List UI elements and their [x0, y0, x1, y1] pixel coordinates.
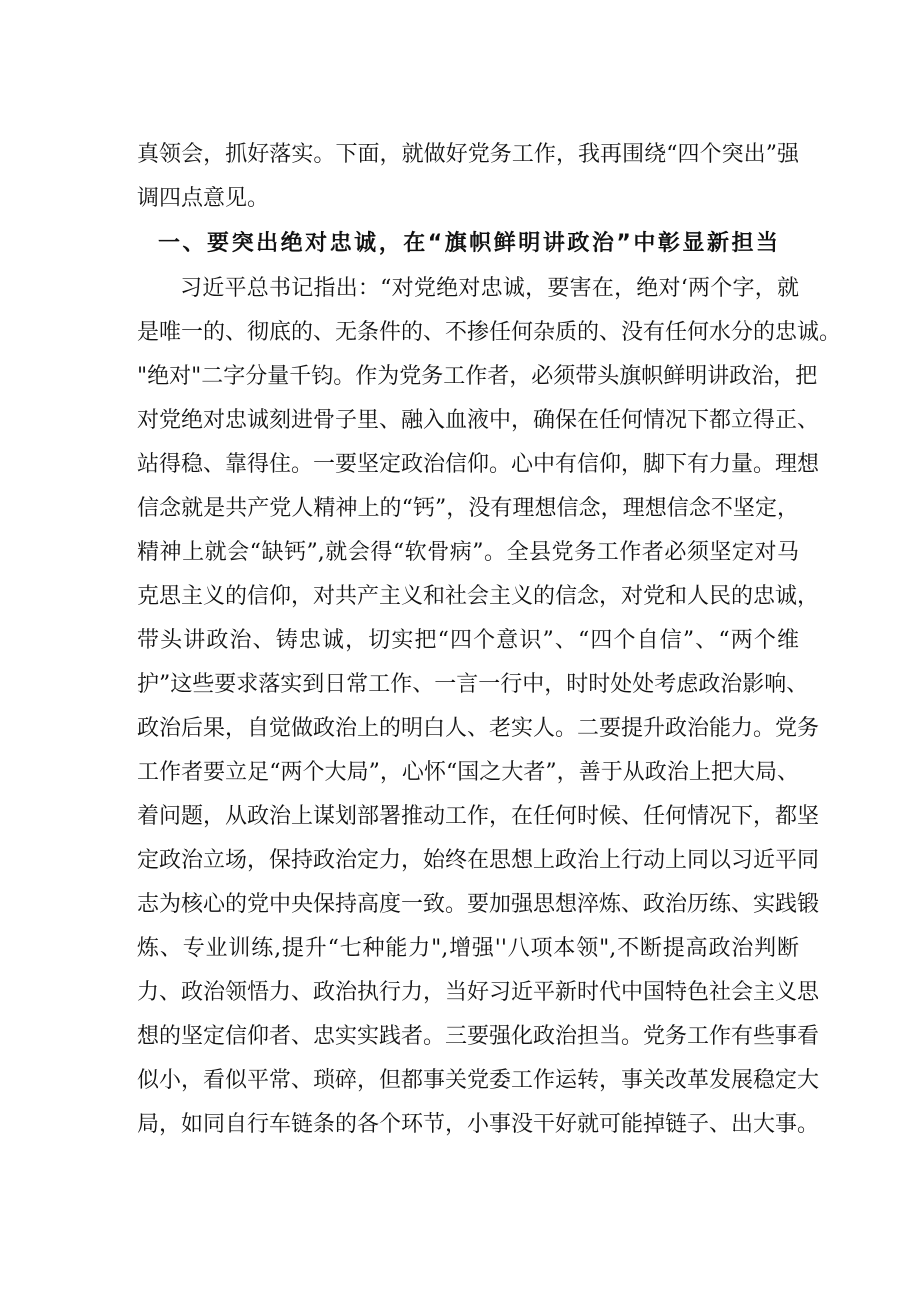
intro-line-2: 调四点意见。 [137, 186, 270, 211]
body-line-9: 带头讲政治、铸忠诚，切实把“四个意识”、“四个自信”、“两个维 [137, 628, 799, 653]
body-line-19: 似小，看似平常、琐碎，但都事关党委工作运转，事关改革发展稳定大 [137, 1068, 820, 1093]
body-line-4: 对党绝对忠诚刻进骨子里、融入血液中，确保在任何情况下都立得正、 [137, 408, 820, 433]
body-line-7: 精神上就会“缺钙”,就会得“软骨病”。全县党务工作者必须坚定对马 [137, 540, 799, 565]
body-line-3: "绝对"二字分量千钧。作为党务工作者，必须带头旗帜鲜明讲政治，把 [137, 364, 818, 389]
body-line-17: 力、政治领悟力、政治执行力，当好习近平新时代中国特色社会主义思 [137, 980, 820, 1005]
body-line-12: 工作者要立足“两个大局”，心怀“国之大者”，善于从政治上把大局、 [137, 760, 799, 785]
body-line-2: 是唯一的、彻底的、无条件的、不掺任何杂质的、没有任何水分的忠诚。 [137, 320, 842, 345]
body-line-16: 炼、专业训练,提升“七种能力",增强''八项本领",不断提高政治判断 [137, 936, 799, 961]
section-heading: 一、要突出绝对忠诚，在“旗帜鲜明讲政治”中彰显新担当 [158, 231, 778, 256]
body-line-1: 习近平总书记指出：“对党绝对忠诚，要害在，绝对‘两个字，就 [180, 276, 799, 301]
body-line-8: 克思主义的信仰，对共产主义和社会主义的信念，对党和人民的忠诚， [137, 584, 820, 609]
body-line-20: 局，如同自行车链条的各个环节，小事没干好就可能掉链子、出大事。 [137, 1112, 820, 1137]
body-line-14: 定政治立场，保持政治定力，始终在思想上政治上行动上同以习近平同 [137, 848, 820, 873]
body-line-15: 志为核心的党中央保持高度一致。要加强思想淬炼、政治历练、实践锻 [137, 892, 820, 917]
body-line-18: 想的坚定信仰者、忠实实践者。三要强化政治担当。党务工作有些事看 [137, 1024, 820, 1049]
intro-line-1: 真领会，抓好落实。下面，就做好党务工作，我再围绕“四个突出”强 [137, 142, 799, 167]
body-line-10: 护”这些要求落实到日常工作、一言一行中，时时处处考虑政治影响、 [137, 672, 809, 697]
body-line-5: 站得稳、靠得住。一要坚定政治信仰。心中有信仰，脚下有力量。理想 [137, 452, 820, 477]
body-line-13: 着问题，从政治上谋划部署推动工作，在任何时候、任何情况下，都坚 [137, 804, 820, 829]
body-line-6: 信念就是共产党人精神上的“钙”，没有理想信念，理想信念不坚定， [137, 496, 799, 521]
body-line-11: 政治后果，自觉做政治上的明白人、老实人。二要提升政治能力。党务 [137, 716, 820, 741]
